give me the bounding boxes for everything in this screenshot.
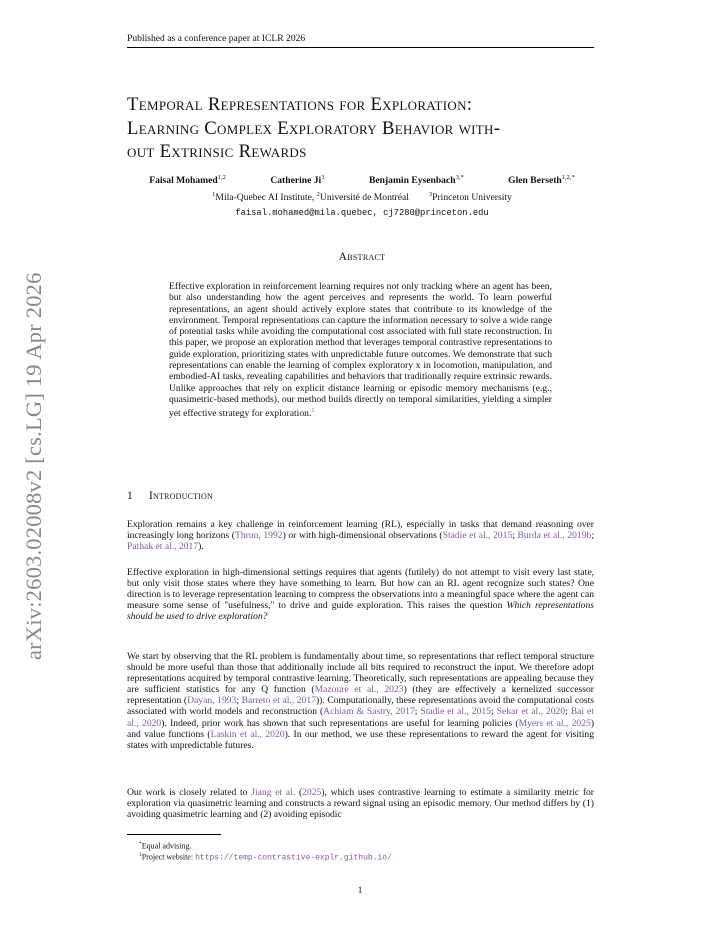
citation-link[interactable]: Jiang et al.: [251, 787, 296, 798]
intro-paragraph-1: Exploration remains a key challenge in reinforcement learning (RL), especially in tasks that demand reasoning over increasingly long horizons (Thrun, 1992) or with high-dimensional observations (Stadie et al., 2015; Burda et al., 2019b; Pathak et al., 2017).: [127, 519, 594, 553]
title-line: Temporal Representations for Exploration:: [127, 94, 473, 115]
citation-link[interactable]: Pathak et al., 2017: [127, 541, 199, 553]
author: Glen Berseth$^{1,2,*}$: [508, 174, 575, 187]
citation-link[interactable]: 2025: [302, 787, 322, 798]
arxiv-identifier: arXiv:2603.02008v2 [cs.LG] 19 Apr 2026: [21, 272, 46, 660]
citation-link[interactable]: Stadie et al., 2015: [420, 706, 492, 718]
citation-link[interactable]: Barreto et al., 2017: [241, 695, 316, 707]
abstract-body: Effective exploration in reinforcement learning requires not only tracking where an agent has been, but also understanding how the agent perceives and represents the world. To learn powerful representations, an agent should actively explore states that contribute to its knowledge of the environment. Temporal representations can capture the information necessary to solve a wide range of potential tasks while avoiding the computational cost associated with full state reconstruction. In this paper, we propose an exploration method that leverages temporal contrastive representations to guide exploration, prioritizing states with unpredictable future outcomes. We demonstrate that such representations can enable the learning of complex exploratory x in locomotion, manipulation, and embodied-AI tasks, revealing capabilities and behaviors that traditionally require extrinsic rewards. Unlike approaches that rely on explicit distance learning or episodic memory mechanisms (e.g., quasimetric-based methods), our method builds directly on temporal similarities, yielding a simpler yet effective strategy for exploration.$^1$: [169, 281, 552, 420]
author-emails: faisal.mohamed@mila.quebec, cj7280@princeton.edu: [235, 208, 489, 218]
footnote-divider: [127, 834, 221, 835]
intro-paragraph-4: Our work is closely related to Jiang et al. (2025), which uses contrastive learning to estimate a similarity metric for exploration via quasimetric learning and constructs a reward signal using an episodic memory. Our method differs by (1) avoiding quasimetric learning and (2) avoiding episodic: [127, 787, 594, 821]
footnote-equal-advising: *Equal advising.: [139, 841, 192, 851]
page-number: 1: [357, 885, 363, 896]
project-website-link[interactable]: https://temp-contrastive-explr.github.io/: [195, 853, 392, 863]
citation-link[interactable]: Burda et al., 2019b: [517, 530, 592, 542]
footnote-link[interactable]: 1: [311, 407, 315, 415]
citation-link[interactable]: Laskin et al., 2020: [210, 728, 285, 740]
author-list: [127, 172, 597, 187]
author: Catherine Ji$^3$: [270, 174, 325, 187]
intro-paragraph-2: Effective exploration in high-dimensional settings requires that agents (futilely) do not attempt to visit every last state, but only visit those states where they have something to learn. But how can an RL agent recognize such states? One direction is to leverage representation learning to compress the observations into a meaningful space where the agent can measure some sense of "usefulness," to drive and guide exploration. This raises the question Which representations should be used to drive exploration?: [127, 567, 595, 623]
citation-link[interactable]: Dayan, 1993: [187, 695, 237, 707]
citation-link[interactable]: Mazoure et al., 2023: [314, 684, 404, 696]
title-line: Learning Complex Exploratory Behavior with-: [127, 117, 501, 139]
author: Faisal Mohamed$^{1,2}$: [149, 174, 226, 187]
title-line: out Extrinsic Rewards: [127, 141, 307, 162]
citation-link[interactable]: Achiam & Sastry, 2017: [323, 706, 415, 718]
citation-link[interactable]: Bai et al., 2020: [127, 706, 594, 729]
citation-link[interactable]: Myers et al., 2025: [518, 717, 591, 729]
section-heading: 1 Introduction: [127, 490, 214, 502]
running-header: Published as a conference paper at ICLR 2026: [127, 33, 594, 48]
paper-title: [127, 93, 607, 164]
footnote-project-website: $^1$Project website: https://temp-contrastive-explr.github.io/: [139, 852, 392, 863]
abstract-heading: Abstract: [338, 251, 386, 263]
citation-link[interactable]: Sekar et al., 2020: [496, 706, 566, 718]
citation-link[interactable]: Thrun, 1992: [234, 530, 283, 542]
intro-paragraph-3: We start by observing that the RL problem is fundamentally about time, so representations that reflect temporal structure should be more useful than those that additionally include all bits required to reconstruct the input. We therefore adopt representations acquired by temporal contrastive learning. Theoretically, such representations are appealing because they are sufficient statistics for any Q function (Mazoure et al., 2023) (they are effectively a kernelized successor representation (Dayan, 1993; Barreto et al., 2017)). Computationally, these representations avoid the computational costs associated with world models and reconstruction (Achiam & Sastry, 2017; Stadie et al., 2015; Sekar et al., 2020; Bai et al., 2020). Indeed, prior work has shown that such representations are useful for learning policies (Myers et al., 2025) and value functions (Laskin et al., 2020). In our method, we use these representations to reward the agent for visiting states with unpredictable futures.: [127, 651, 595, 751]
author: Benjamin Eysenbach$^{3,*}$: [368, 174, 464, 187]
affiliations: $^1$Mila-Quebec AI Institute, $^2$Université de Montréal $^3$Princeton University: [212, 191, 512, 204]
citation-link[interactable]: Stadie et al., 2015: [442, 530, 513, 542]
